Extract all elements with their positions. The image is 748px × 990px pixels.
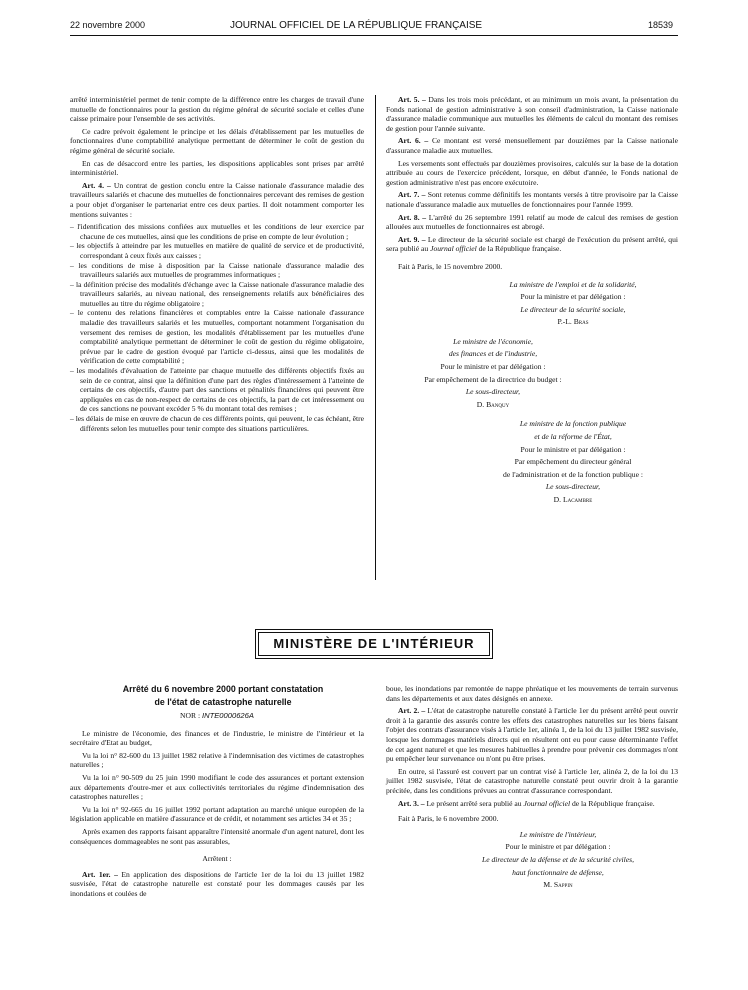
signature-line: Pour la ministre et par délégation : [520,292,626,302]
paragraph: Vu la loi n° 90-509 du 25 juin 1990 modifiant le code des assurances et portant extension aux départements d'outre-mer et aux collectivités territoriales du régime d'indemnisation des catastrophes naturelles ; [70,772,364,802]
article-8 [386,213,678,232]
signatory-name: M. Sappin [543,880,573,890]
signature-block-3 [456,419,678,504]
article-label: Art. 9. – [398,234,426,244]
article-3 [386,799,678,809]
signature-line: La ministre de l'emploi et de la solidarité, [509,279,637,289]
signature-line: des finances et de l'industrie, [448,349,538,359]
signature-line: Le sous-directeur, [545,482,601,492]
journal-reference: Journal officiel [523,798,571,808]
article-1 [70,870,364,899]
nor-reference [70,711,364,721]
left-column-bottom [70,684,364,902]
fait-a-paris: Fait à Paris, le 15 novembre 2000. [398,261,503,271]
arretent: Arrêtent : [202,854,232,864]
signature-line: Le ministre de l'intérieur, [519,829,597,839]
article-label: Art. 4. – [82,180,111,190]
article-text: En application des dispositions de l'article 1er de la loi du 13 juillet 1982 susvisée, l'état de catastrophe naturelle est constaté pour les dommages causés par les inondations et coulées de [70,869,364,898]
article-label: Art. 3. – [398,798,425,808]
signature-line: et de la réforme de l'État, [534,432,612,442]
paragraph: Les versements sont effectués par douzièmes provisoires, calculés sur la base de la dotation attribuée au cours de l'exercice précédent, lorsque, en début d'année, le Fonds national de gestion administrative n'est pas encore exécutoire. [386,158,678,187]
nor-label: NOR : [180,711,202,720]
column-separator [375,95,376,580]
journal-reference: Journal officiel [430,244,477,254]
article-label: Art. 5. – [398,95,426,104]
signature-line: Le ministre de la fonction publique [519,419,627,429]
article-label: Art. 6. – [398,136,429,146]
article-text: Ce montant est versé mensuellement par douzièmes par la Caisse nationale d'assurance maladie aux mutuelles. [386,136,678,155]
signatory-name: P.-L. Bras [557,317,589,327]
header-rule [70,35,678,36]
signature-line: Pour le ministre et par délégation : [520,444,626,454]
paragraph: En cas de désaccord entre les parties, les dispositions applicables sont prises par arrêté interministériel. [70,158,364,178]
signature-line: Le ministre de l'économie, [453,336,533,346]
signature-line: de l'administration et de la fonction publique : [503,469,643,479]
list-item: – la définition précise des modalités d'échange avec la Caisse nationale d'assurance maladie des travailleurs salariés, au niveau national, des renseignements relatifs aux bénéficiaires des mutuelles au titre du régime obligatoire ; [70,279,364,308]
signature-block-2 [386,337,588,410]
page-number: 18539 [648,20,674,30]
signature-line: Pour le ministre et par délégation : [440,362,546,372]
article-4 [70,181,364,219]
paragraph: boue, les inondations par remontée de nappe phréatique et les mouvements de terrain survenus dans les départements et aux dates désignés en annexe. [386,684,678,703]
article-text: Dans les trois mois précédant, et au minimum un mois avant, la présentation du Fonds national de gestion administrative à son conseil d'administration, la Caisse nationale d'assurance maladie communique aux mutuelles les éléments de calcul du montant des remises de gestion pour l'année suivante. [386,95,678,133]
article-6 [386,136,678,155]
paragraph: Vu la loi n° 92-665 du 16 juillet 1992 portant adaptation au marché unique européen de la législation applicable en matière d'assurance et de crédit, et notamment ses articles 34 et 35 ; [70,804,364,824]
article-5 [386,95,678,133]
article-text: de la République française. [570,798,655,808]
article-text: de la République française. [476,244,562,254]
article-text: Le présent arrêté sera publié au [424,798,524,808]
article-label: Art. 2. – [398,706,426,716]
paragraph: Le ministre de l'économie, des finances et de l'industrie, le ministre de l'intérieur et la secrétaire d'Etat au budget, [70,728,364,748]
signature-line: haut fonctionnaire de défense, [512,867,604,877]
signature-line: Le sous-directeur, [465,387,521,397]
list-item: – les délais de mise en œuvre de chacun de ces différents points, qui peuvent, le cas échéant, être différents selon les mutuelles pour tenir compte des situations particulières. [70,414,365,433]
article-7 [386,190,678,209]
list-item: – l'identification des missions confiées aux mutuelles et les conditions de leur exercice par chacune de ces mutuelles, ainsi que les conditions de prise en compte de leur évolution ; [70,222,364,241]
article-text: L'état de catastrophe naturelle constaté à l'article 1er du présent arrêté peut ouvrir droit à la garantie des assurés contre les effets des catastrophes naturelles sur les biens faisant l'objet des contrats d'assurance visés à l'article 1er, alinéa 1, de la loi du 13 juillet 1982 susvisée, lorsque les dommages matériels directs qui en résultent ont eu pour cause déterminante l'effet de cet agent naturel et que les mesures habituelles à prendre pour prévenir ces dommages n'ont pu empêcher leur survenance ou n'ont pu être prises. [386,706,679,764]
list-item: – les conditions de mise à disposition par la Caisse nationale d'assurance maladie des travailleurs salariés aux mutuelles de programmes informatiques ; [70,260,364,280]
nor-code: INTE0000626A [202,711,254,720]
article-label: Art. 1er. – [82,869,118,879]
paragraph: Ce cadre prévoit également le principe et les délais d'établissement par les mutuelles de fonctionnaires d'une comptabilité analytique permettant de déterminer le coût de gestion du régime général de sécurité sociale. [70,126,364,155]
fait-a-paris: Fait à Paris, le 6 novembre 2000. [398,814,499,824]
header-date: 22 novembre 2000 [70,20,146,30]
article-text: Sont retenus comme définitifs les montants versés à titre provisoire par la Caisse nationale d'assurance maladie aux mutuelles de fonctionnaires pour l'année 1999. [386,190,678,209]
article-label: Art. 8. – [398,212,427,222]
list-item: – le contenu des relations financières et comptables entre la Caisse nationale d'assurance maladie des travailleurs salariés et les mutuelles, comportant notamment l'organisation du versement des remises de gestion, les modalités d'établissement par les mutuelles d'une comptabilité analytique permettant de déterminer le coût de gestion du régime obligatoire, prévue par le cadre de gestion évoqué par l'article ci-dessus, ainsi que les modalités de vérification de cette comptabilité ; [70,308,364,366]
decree-title-line: de l'état de catastrophe naturelle [154,697,292,707]
article-text: Le directeur de la sécurité sociale est chargé de l'exécution du présent arrêté, qui sera publié au [386,234,678,254]
article-9 [386,235,678,254]
left-column-top [70,95,364,436]
paragraph: Vu la loi n° 82-600 du 13 juillet 1982 relative à l'indemnisation des victimes de catastrophes naturelles ; [70,750,364,770]
signatory-name: D. Banquy [476,399,510,409]
signature-line: Par empêchement du directeur général [514,457,632,467]
ministry-banner: MINISTÈRE DE L'INTÉRIEUR [258,632,490,656]
decree-title-line: Arrêté du 6 novembre 2000 portant constatation [122,684,324,694]
paragraph: En outre, si l'assuré est couvert par un contrat visé à l'article 1er, alinéa 2, de la loi du 13 juillet 1982 susvisée, l'état de catastrophe naturelle constaté peut ouvrir droit à la garantie précitée, dans les conditions prévues au contrat d'assurance correspondant. [386,766,678,795]
signature-line: Par empêchement de la directrice du budget : [424,374,562,384]
signature-block-1 [456,280,678,327]
signature-line: Pour le ministre et par délégation : [505,842,611,852]
mentions-list [70,222,364,433]
article-label: Art. 7. – [398,190,426,200]
list-item: – les objectifs à atteindre par les mutuelles en matière de qualité de service et de productivité, correspondant à ceux fixés aux caisses ; [70,241,364,260]
signature-line: Le directeur de la défense et de la sécurité civiles, [482,854,634,864]
right-column-bottom [386,684,678,893]
right-column-top [386,95,678,508]
paragraph: arrêté interministériel permet de tenir compte de la différence entre les charges de travail d'une mutuelle de fonctionnaires pour la gestion du régime général de sécurité sociale et celles d'une caisse primaire pour l'ensemble de ses activités. [70,95,364,124]
article-2 [386,706,678,764]
signature-block [426,830,678,890]
paragraph: Après examen des rapports faisant apparaître l'intensité anormale d'un agent naturel, dont les conséquences dommageables ne sont pas assurables, [70,826,364,846]
article-text: L'arrêté du 26 septembre 1991 relatif au mode de calcul des remises de gestion allouées aux mutuelles de fonctionnaires est abrogé. [386,212,679,232]
journal-title: JOURNAL OFFICIEL DE LA RÉPUBLIQUE FRANÇAISE [230,20,483,31]
signatory-name: D. Lacambre [553,495,593,504]
signature-line: Le directeur de la sécurité sociale, [520,304,626,314]
article-text: Un contrat de gestion conclu entre la Caisse nationale d'assurance maladie des travailleurs salariés et chacune des mutuelles de fonctionnaires percevant des remises de gestion a pour objet d'organiser le partenariat entre ces deux parties. Il doit notamment comporter les mentions suivantes : [70,180,364,219]
list-item: – les modalités d'évaluation de l'atteinte par chaque mutuelle des différents objectifs fixés au sein de ce contrat, ainsi que la définition d'une part des règles d'intéressement à l'atteinte de certains de ces objectifs, d'autre part des sanctions et pénalités financières qui peuvent être appliquées en cas de non-respect de certains de ces objectifs, la part de cet intéressement ou de ces sanctions ne pouvant excéder 5 % du montant total des remises ; [70,366,364,414]
